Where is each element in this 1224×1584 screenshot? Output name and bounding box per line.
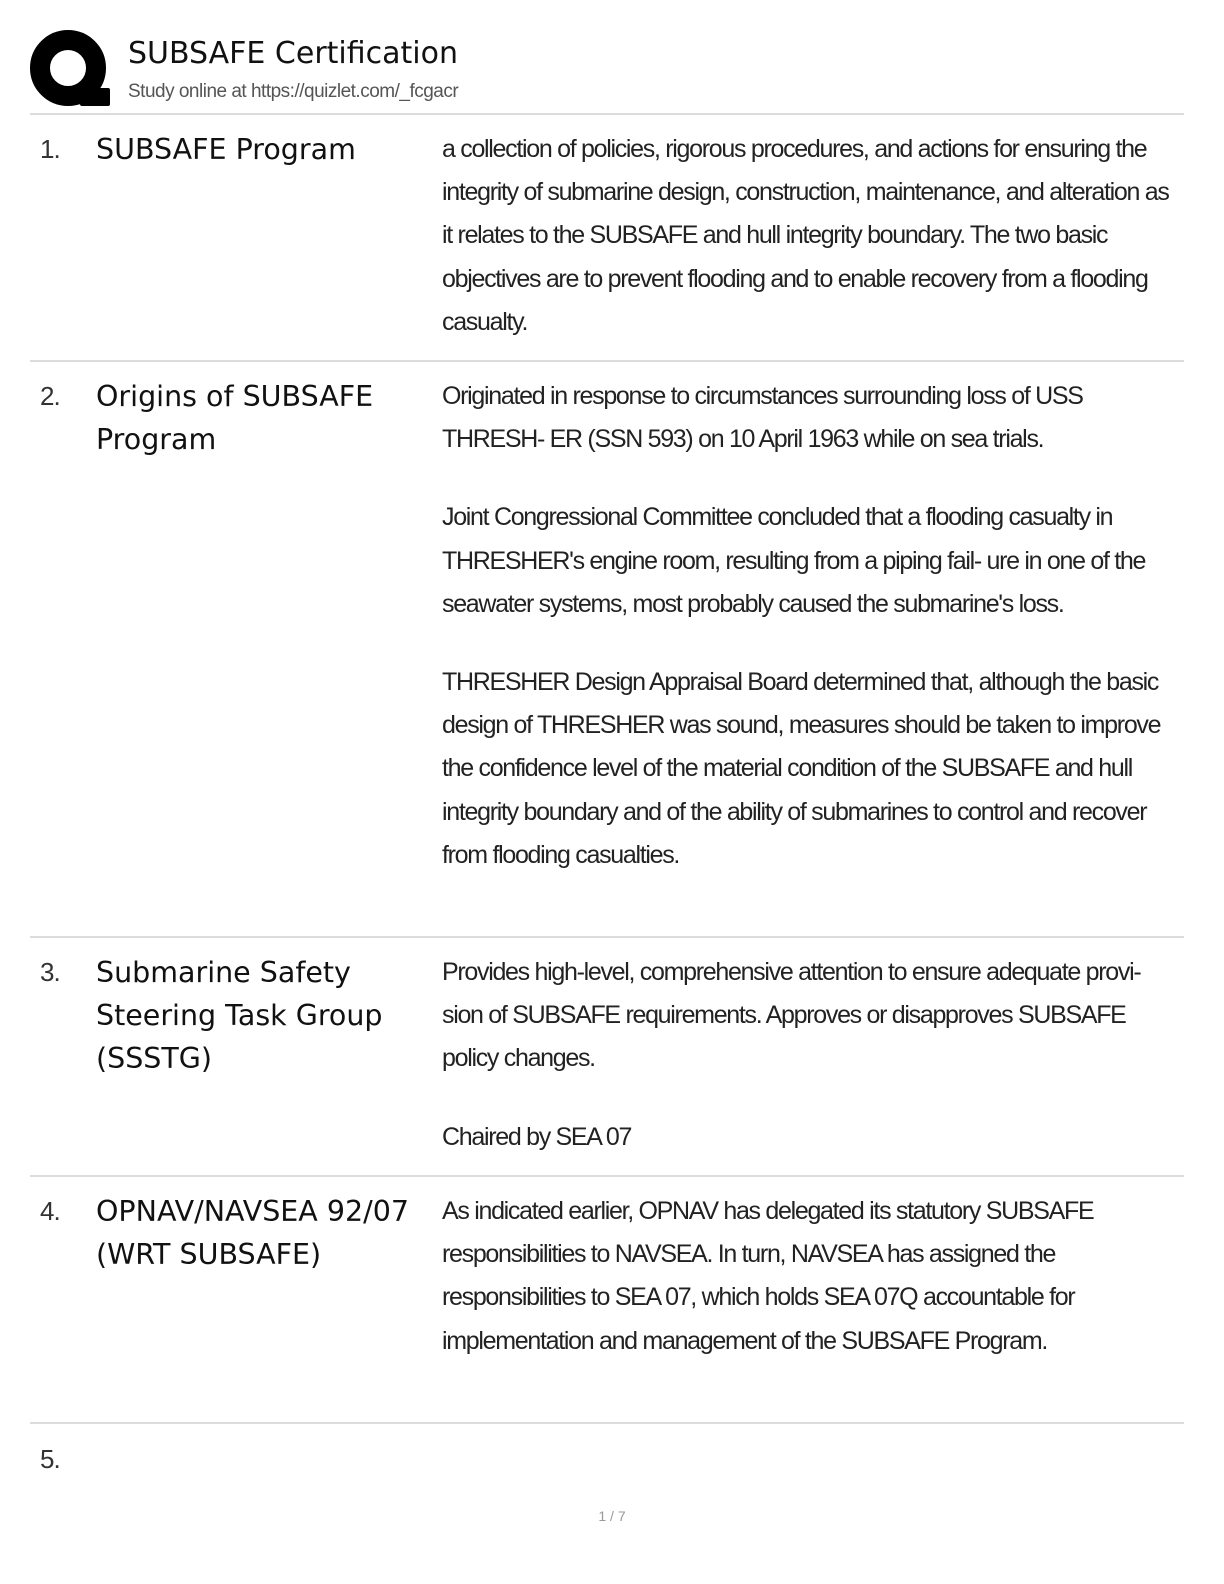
definition-paragraph: Chaired by SEA 07 xyxy=(442,1122,632,1151)
definition-paragraph: THRESHER Design Appraisal Board determined that, although the basic design of THRESHER was sound, measures should be taken to improve the confidence level of the material condition of the SUBSAFE and hull integrity boundary and of the ability of submarines to control and recover from flooding casualties. xyxy=(442,668,1161,869)
definition-paragraph: a collection of policies, rigorous procedures, and actions for ensuring the integrity of submarine design, construction, maintenance, and alteration as it relates to the SUBSAFE and hull integrity boundary. The two basic objectives are to prevent flooding and to enable recovery from a flooding casualty. xyxy=(442,135,1169,336)
card-number: 4. xyxy=(40,1196,60,1226)
card-number: 1. xyxy=(40,134,60,164)
card-number: 3. xyxy=(40,957,60,987)
card-term: OPNAV/NAVSEA 92/07 (WRT SUBSAFE) xyxy=(96,1195,409,1271)
divider xyxy=(30,1422,1184,1424)
card-definition xyxy=(442,951,1172,1159)
divider xyxy=(30,1175,1184,1177)
divider xyxy=(30,936,1184,938)
card-definition xyxy=(442,375,1172,877)
quizlet-q-logo-icon xyxy=(30,30,112,110)
card-term: Origins of SUBSAFE Program xyxy=(96,380,374,456)
card-term: SUBSAFE Program xyxy=(96,133,356,166)
card-number: 2. xyxy=(40,381,60,411)
card-number: 5. xyxy=(40,1444,60,1474)
definition-paragraph: Joint Congressional Committee concluded that a flooding casualty in THRESHER's engine room, resulting from a piping fail- ure in one of the seawater systems, most probably caused the submarine's loss. xyxy=(442,503,1146,618)
definition-paragraph: Provides high-level, comprehensive attention to ensure adequate provi- sion of SUBSAFE requirements. Approves or disapproves SUBSAFE policy changes. xyxy=(442,958,1141,1073)
study-link-text: Study online at https://quizlet.com/_fcgacr xyxy=(128,81,459,102)
page-header xyxy=(30,28,1190,114)
definition-paragraph: As indicated earlier, OPNAV has delegated its statutory SUBSAFE responsibilities to NAVSEA. In turn, NAVSEA has assigned the responsibilities to SEA 07, which holds SEA 07Q accountable for implementation and management of the SUBSAFE Program. xyxy=(442,1197,1094,1355)
card-definition xyxy=(442,128,1172,344)
divider xyxy=(30,360,1184,362)
definition-paragraph: Originated in response to circumstances surrounding loss of USS THRESH- ER (SSN 593) on 10 April 1963 while on sea trials. xyxy=(442,382,1083,454)
divider xyxy=(30,113,1184,115)
card-term: Submarine Safety Steering Task Group (SSSTG) xyxy=(96,956,383,1075)
page-number: 1 / 7 xyxy=(598,1508,626,1524)
page-title: SUBSAFE Certification xyxy=(128,36,458,71)
card-definition xyxy=(442,1190,1172,1363)
